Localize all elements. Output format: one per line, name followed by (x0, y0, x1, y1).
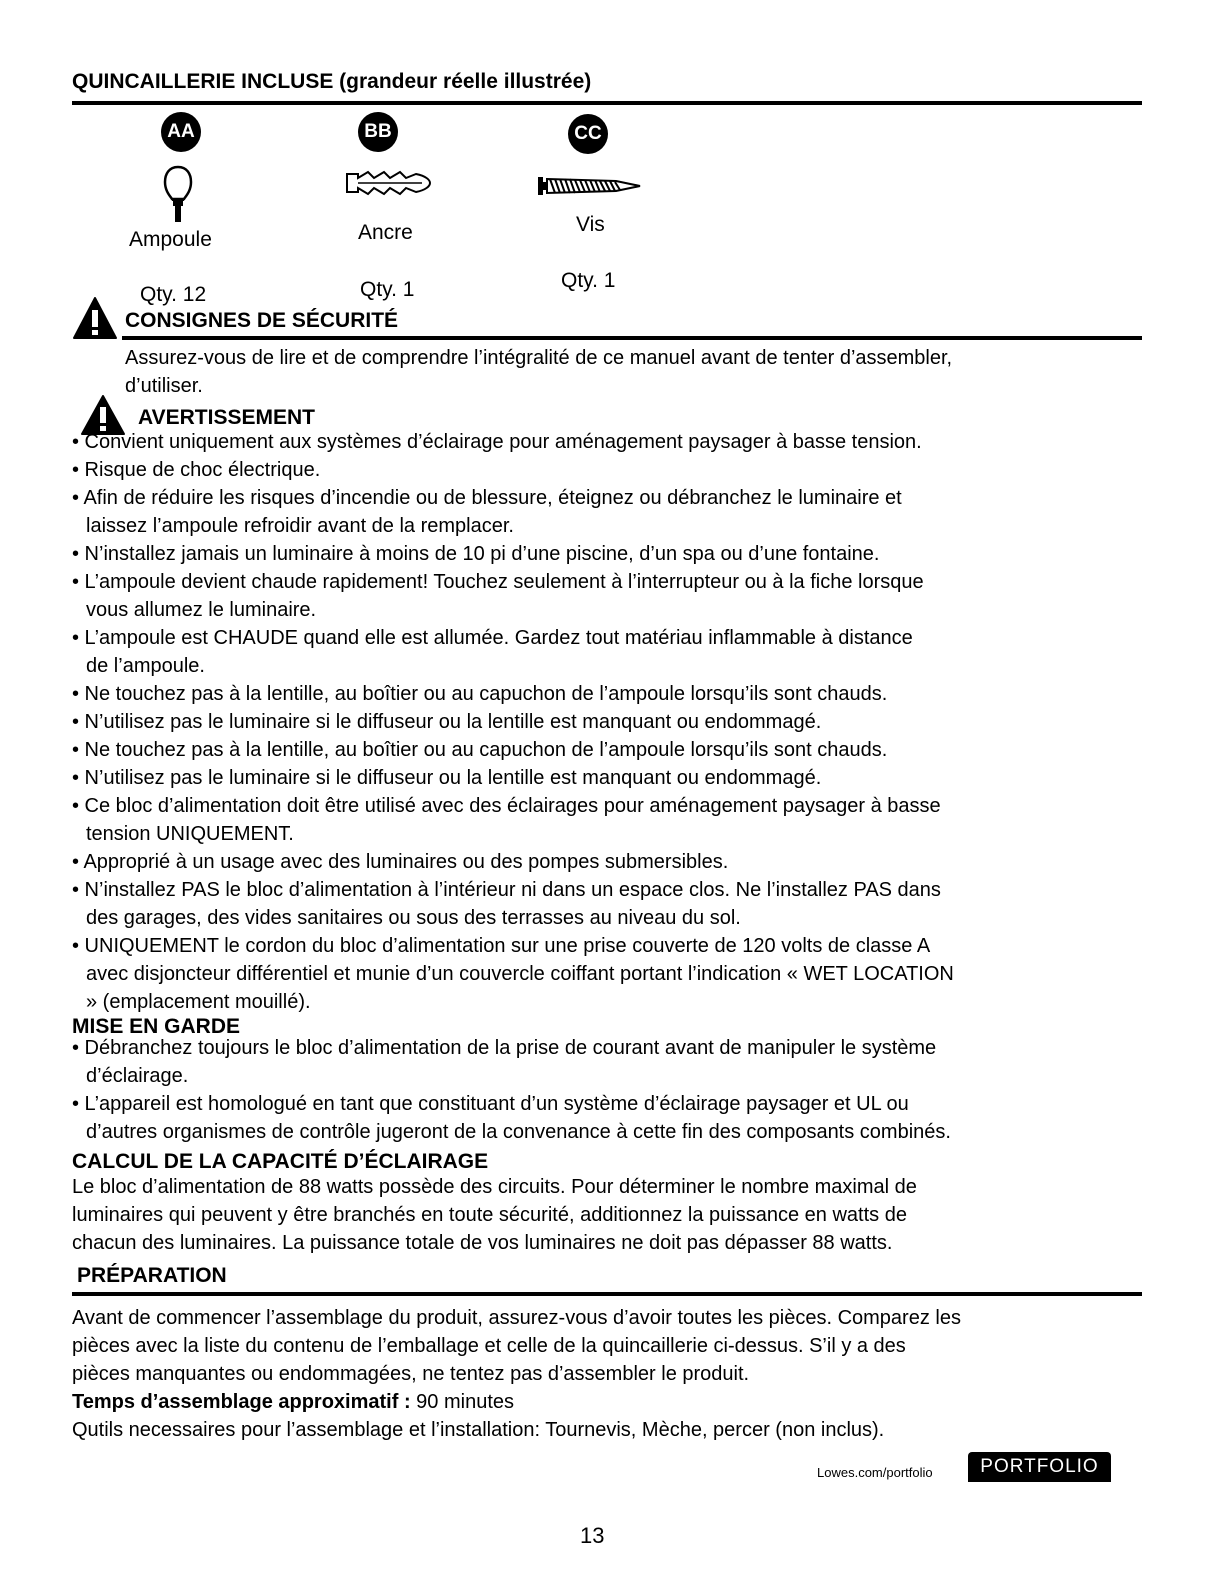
assembly-time-value: 90 minutes (410, 1391, 515, 1413)
item-name-aa: Ampoule (129, 228, 212, 251)
warning-line: tension UNIQUEMENT. (86, 823, 294, 845)
warning-line: • Ne touchez pas à la lentille, au boîtier ou au capuchon de l’ampoule lorsqu’ils sont chauds. (72, 683, 888, 705)
footer-url: Lowes.com/portfolio (817, 1465, 933, 1480)
badge-bb: BB (358, 112, 398, 152)
warning-triangle-icon (80, 394, 126, 436)
item-name-bb: Ancre (358, 221, 413, 244)
calc-line: chacun des luminaires. La puissance totale de vos luminaires ne doit pas dépasser 88 watts. (72, 1232, 893, 1254)
page-number: 13 (580, 1523, 605, 1548)
assembly-time-label: Temps d’assemblage approximatif : (72, 1391, 411, 1413)
warning-line: laissez l’ampoule refroidir avant de la remplacer. (86, 515, 514, 537)
safety-line: d’utiliser. (125, 375, 203, 397)
warning-line: • Convient uniquement aux systèmes d’éclairage pour aménagement paysager à basse tension. (72, 431, 922, 453)
prep-line: pièces manquantes ou endommagées, ne tentez pas d’assembler le produit. (72, 1363, 750, 1385)
warning-line: • Afin de réduire les risques d’incendie ou de blessure, éteignez ou débranchez le luminaire et (72, 487, 902, 509)
warning-line: avec disjoncteur différentiel et munie d’un couvercle coiffant portant l’indication « WET LOCATION (86, 963, 954, 985)
calc-line: luminaires qui peuvent y être branchés en toute sécurité, additionnez la puissance en watts de (72, 1204, 907, 1226)
warning-line: • L’ampoule est CHAUDE quand elle est allumée. Gardez tout matériau inflammable à distance (72, 627, 913, 649)
safety-rule (122, 336, 1142, 340)
warning-line: • Risque de choc électrique. (72, 459, 321, 481)
warning-line: des garages, des vides sanitaires ou sous des terrasses au niveau du sol. (86, 907, 741, 929)
screw-icon (536, 174, 642, 198)
calc-line: Le bloc d’alimentation de 88 watts possède des circuits. Pour déterminer le nombre maximal de (72, 1176, 917, 1198)
warning-line: • Ne touchez pas à la lentille, au boîtier ou au capuchon de l’ampoule lorsqu’ils sont chauds. (72, 739, 888, 761)
warning-line: • N’utilisez pas le luminaire si le diffuseur ou la lentille est manquant ou endommagé. (72, 767, 822, 789)
warning-line: • UNIQUEMENT le cordon du bloc d’alimentation sur une prise couverte de 120 volts de classe A (72, 935, 931, 957)
item-qty-cc: Qty. 1 (561, 269, 616, 292)
caution-line: • L’appareil est homologué en tant que constituant d’un système d’éclairage paysager et UL ou (72, 1093, 909, 1115)
hardware-rule (72, 101, 1142, 105)
item-qty-aa: Qty. 12 (140, 283, 207, 306)
calc-title: CALCUL DE LA CAPACITÉ D’ÉCLAIRAGE (72, 1150, 489, 1173)
warning-line: • N’installez jamais un luminaire à moins de 10 pi d’une piscine, d’un spa ou d’une fontaine. (72, 543, 880, 565)
hardware-title: QUINCAILLERIE INCLUSE (grandeur réelle illustrée) (72, 70, 592, 93)
badge-aa: AA (161, 112, 201, 152)
anchor-icon (344, 170, 434, 198)
prep-line: pièces avec la liste du contenu de l’emballage et celle de la quincaillerie ci-dessus. S’il y a des (72, 1335, 906, 1357)
prep-line: Avant de commencer l’assemblage du produit, assurez-vous d’avoir toutes les pièces. Comparez les (72, 1307, 961, 1329)
warning-title: AVERTISSEMENT (138, 406, 315, 429)
portfolio-logo: PORTFOLIO (968, 1452, 1111, 1482)
prep-rule (72, 1292, 1142, 1296)
safety-line: Assurez-vous de lire et de comprendre l’intégralité de ce manuel avant de tenter d’assembler, (125, 347, 953, 369)
caution-line: • Débranchez toujours le bloc d’alimentation de la prise de courant avant de manipuler le système (72, 1037, 937, 1059)
warning-line: • N’installez PAS le bloc d’alimentation à l’intérieur ni dans un espace clos. Ne l’installez PAS dans (72, 879, 941, 901)
caution-line: d’autres organismes de contrôle jugeront de la convenance à cette fin des composants combinés. (86, 1121, 951, 1143)
bulb-icon (158, 164, 198, 226)
warning-line: » (emplacement mouillé). (86, 991, 311, 1013)
warning-line: vous allumez le luminaire. (86, 599, 317, 621)
item-qty-bb: Qty. 1 (360, 278, 415, 301)
warning-line: • Approprié à un usage avec des luminaires ou des pompes submersibles. (72, 851, 729, 873)
caution-line: d’éclairage. (86, 1065, 189, 1087)
warning-line: • N’utilisez pas le luminaire si le diffuseur ou la lentille est manquant ou endommagé. (72, 711, 822, 733)
caution-title: MISE EN GARDE (72, 1015, 241, 1038)
tools-line: Qutils necessaires pour l’assemblage et l’installation: Tournevis, Mèche, percer (non inclus). (72, 1419, 885, 1441)
item-name-cc: Vis (576, 213, 605, 236)
warning-triangle-icon (72, 296, 118, 340)
warning-line: • L’ampoule devient chaude rapidement! Touchez seulement à l’interrupteur ou à la fiche lorsque (72, 571, 924, 593)
warning-line: de l’ampoule. (86, 655, 205, 677)
safety-title: CONSIGNES DE SÉCURITÉ (125, 309, 399, 332)
assembly-time (72, 1388, 514, 1416)
prep-title: PRÉPARATION (77, 1264, 227, 1287)
warning-line: • Ce bloc d’alimentation doit être utilisé avec des éclairages pour aménagement paysager à basse (72, 795, 941, 817)
badge-cc: CC (568, 114, 608, 154)
